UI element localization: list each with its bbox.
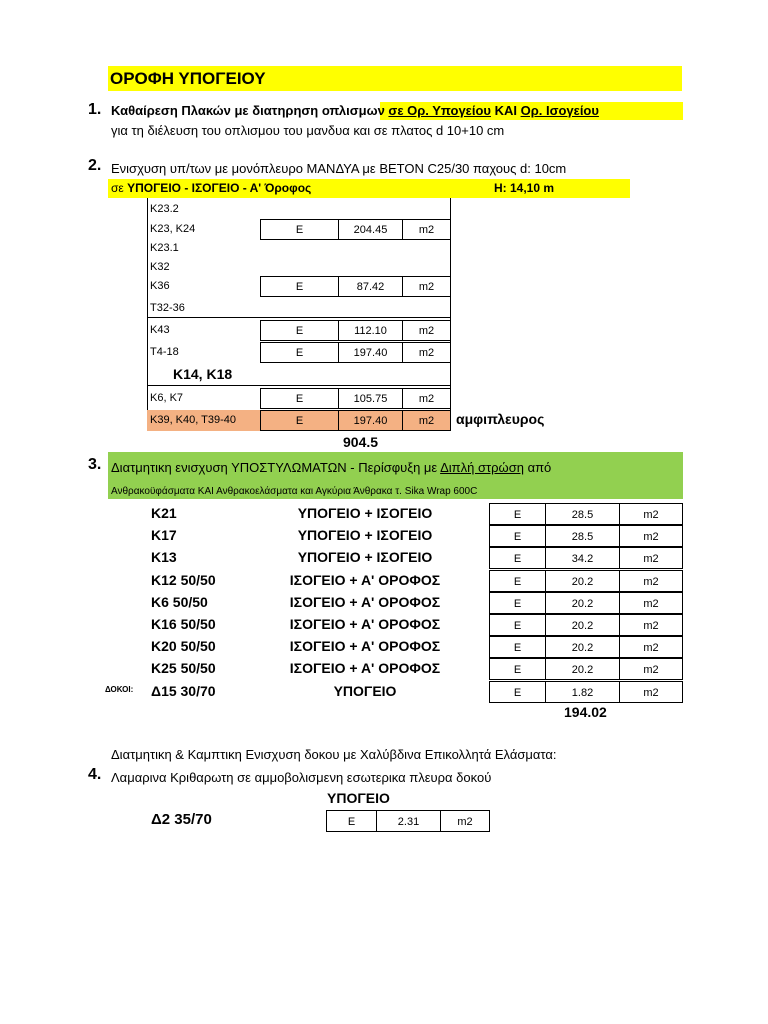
item3-floor: ΥΠΟΓΕΙΟ + ΙΣΟΓΕΙΟ bbox=[297, 549, 433, 566]
item3-table-row bbox=[489, 547, 683, 569]
item1-text-c: ΚΑΙ bbox=[490, 103, 521, 118]
item3-name: K6 50/50 bbox=[151, 593, 208, 610]
item3-floor: ΙΣΟΓΕΙΟ + Α' ΟΡΟΦΟΣ bbox=[289, 616, 441, 632]
table1-label: K23, K24 bbox=[150, 223, 196, 235]
item3-name: K12 50/50 bbox=[151, 571, 216, 588]
item3-value: 34.2 bbox=[545, 547, 620, 569]
table1-row bbox=[147, 388, 451, 409]
item2-height: Η: 14,10 m bbox=[494, 181, 555, 195]
table1-e: E bbox=[260, 320, 338, 341]
item3-unit: m2 bbox=[619, 592, 683, 614]
item3-floor: ΥΠΟΓΕΙΟ + ΙΣΟΓΕΙΟ bbox=[297, 527, 433, 544]
item4-line1: Λαμαρινα Κριθαρωτη σε αμμοβολισμενη εσωτερικα πλευρα δοκού bbox=[111, 770, 492, 785]
item3-name: K13 bbox=[151, 549, 177, 566]
table1-label: K23.1 bbox=[150, 242, 179, 254]
item3-text-a: Διατμητικη ενισχυση ΥΠΟΣΤΥΛΩΜΑΤΩΝ - Περίσφυξη με bbox=[111, 460, 441, 475]
item3-value: 28.5 bbox=[545, 525, 620, 547]
item2-line1: Ενισχυση υπ/των με μονόπλευρο ΜΑΝΔΥΑ με ΒΕΤΟΝ C25/30 παχους d: 10cm bbox=[111, 161, 567, 176]
item3-name: K16 50/50 bbox=[151, 616, 216, 632]
table1-subheading: Κ14, Κ18 bbox=[173, 366, 233, 382]
item1-text-b: σε Ορ. Υπογείου bbox=[388, 103, 491, 118]
item3-name: K20 50/50 bbox=[151, 638, 216, 655]
page-title: ΟΡΟΦΗ ΥΠΟΓΕΙΟΥ bbox=[110, 69, 266, 88]
item3-unit: m2 bbox=[619, 525, 683, 547]
table1-value: 105.75 bbox=[338, 388, 402, 409]
table1-e: E bbox=[260, 219, 338, 240]
item3-name: Δ15 30/70 bbox=[151, 682, 216, 699]
table1-value: 204.45 bbox=[338, 219, 402, 240]
item3-e: E bbox=[489, 592, 546, 614]
item3-floor: ΙΣΟΓΕΙΟ + Α' ΟΡΟΦΟΣ bbox=[289, 593, 441, 610]
table1-row bbox=[147, 238, 451, 259]
item1-text-a: Καθαίρεση Πλακών με διατηρηση οπλισμων bbox=[111, 103, 389, 118]
item3-unit: m2 bbox=[619, 658, 683, 680]
table1-unit: m2 bbox=[402, 320, 451, 341]
table1-e: E bbox=[260, 342, 338, 363]
table1-row bbox=[147, 298, 451, 319]
item3-value: 1.82 bbox=[545, 681, 620, 703]
item3-prefix: ΔΟΚΟΙ: bbox=[105, 684, 134, 694]
item3-unit: m2 bbox=[619, 547, 683, 569]
table1-label: T32-36 bbox=[150, 302, 185, 314]
item3-floor: ΙΣΟΓΕΙΟ + Α' ΟΡΟΦΟΣ bbox=[289, 638, 441, 655]
item3-table-row bbox=[489, 658, 683, 680]
item4-beam: Δ2 35/70 bbox=[151, 811, 212, 828]
table1-value: 112.10 bbox=[338, 320, 402, 341]
item3-table-row bbox=[489, 503, 683, 525]
item3-total: 194.02 bbox=[564, 704, 607, 720]
table1-unit: m2 bbox=[402, 388, 451, 409]
table1-label: K23.2 bbox=[150, 203, 179, 215]
table1-unit: m2 bbox=[402, 410, 451, 431]
item3-floor: ΙΣΟΓΕΙΟ + Α' ΟΡΟΦΟΣ bbox=[289, 571, 441, 588]
item4-floor: ΥΠΟΓΕΙΟ bbox=[327, 790, 390, 806]
item1-line2: για τη διέλευση του οπλισμου του μανδυα και σε πλατος d 10+10 cm bbox=[111, 123, 505, 138]
table1-row bbox=[147, 199, 451, 220]
item4-e: E bbox=[326, 810, 377, 832]
table1-e: E bbox=[260, 410, 338, 431]
item3-e: E bbox=[489, 547, 546, 569]
table1-value: 87.42 bbox=[338, 276, 402, 297]
item3-table-row bbox=[489, 614, 683, 636]
item1-line1 bbox=[111, 103, 599, 118]
item4-number: 4. bbox=[88, 766, 102, 783]
item4-row bbox=[326, 810, 490, 832]
item3-value: 20.2 bbox=[545, 658, 620, 680]
item3-e: E bbox=[489, 681, 546, 703]
table1-label: K43 bbox=[150, 324, 170, 336]
item3-value: 20.2 bbox=[545, 636, 620, 658]
item3-unit: m2 bbox=[619, 681, 683, 703]
item3-value: 28.5 bbox=[545, 503, 620, 525]
item3-unit: m2 bbox=[619, 503, 683, 525]
item3-e: E bbox=[489, 570, 546, 592]
table1-side-note: αμφιπλευρος bbox=[456, 411, 545, 427]
item3-table-row bbox=[489, 525, 683, 547]
item3-name: K17 bbox=[151, 527, 177, 544]
item2-number: 2. bbox=[88, 157, 102, 174]
table1-row bbox=[147, 276, 451, 297]
table1-divider-2 bbox=[147, 385, 451, 386]
table1-row bbox=[147, 219, 451, 240]
item3-unit: m2 bbox=[619, 570, 683, 592]
item3-value: 20.2 bbox=[545, 614, 620, 636]
item3-value: 20.2 bbox=[545, 570, 620, 592]
item3-line1 bbox=[111, 460, 551, 475]
item3-table-row bbox=[489, 681, 683, 703]
table1-label: T4-18 bbox=[150, 346, 179, 358]
item1-number: 1. bbox=[88, 101, 102, 118]
item3-table-row bbox=[489, 570, 683, 592]
table1-label: K32 bbox=[150, 261, 170, 273]
item3-floor: ΥΠΟΓΕΙΟ bbox=[333, 682, 397, 699]
table1-label: K36 bbox=[150, 280, 170, 292]
item2-line2-bold: ΥΠΟΓΕΙΟ - ΙΣΟΓΕΙΟ - Α' Όροφος bbox=[127, 181, 312, 195]
item3-number: 3. bbox=[88, 456, 102, 473]
item3-e: E bbox=[489, 525, 546, 547]
item3-line2: Ανθρακοϋφάσματα ΚΑΙ Ανθρακοελάσματα και Αγκύρια Άνθρακα τ. Sika Wrap 600C bbox=[111, 486, 478, 497]
table1-unit: m2 bbox=[402, 342, 451, 363]
item3-text-b: Διπλή στρώση bbox=[440, 460, 524, 475]
item3-unit: m2 bbox=[619, 636, 683, 658]
item3-e: E bbox=[489, 636, 546, 658]
item3-e: E bbox=[489, 614, 546, 636]
table1-label: K39, K40, T39-40 bbox=[150, 414, 237, 426]
table1-e: E bbox=[260, 388, 338, 409]
item3-e: E bbox=[489, 658, 546, 680]
table1-row bbox=[147, 342, 451, 363]
table1-value: 197.40 bbox=[338, 410, 402, 431]
item4-intro: Διατμητικη & Καμπτικη Ενισχυση δοκου με Χαλύβδινα Επικολλητά Ελάσματα: bbox=[111, 747, 557, 762]
item3-name: K21 bbox=[151, 505, 177, 521]
item3-text-c: από bbox=[523, 460, 552, 475]
item3-table-row bbox=[489, 636, 683, 658]
item3-name: K25 50/50 bbox=[151, 660, 216, 677]
item3-floor: ΙΣΟΓΕΙΟ + Α' ΟΡΟΦΟΣ bbox=[289, 660, 441, 677]
item3-floor: ΥΠΟΓΕΙΟ + ΙΣΟΓΕΙΟ bbox=[297, 505, 433, 521]
item3-table-row bbox=[489, 592, 683, 614]
item2-line2 bbox=[111, 181, 311, 195]
item4-value: 2.31 bbox=[376, 810, 441, 832]
item3-e: E bbox=[489, 503, 546, 525]
table1-e: E bbox=[260, 276, 338, 297]
table1-row-highlighted bbox=[147, 410, 451, 431]
item3-value: 20.2 bbox=[545, 592, 620, 614]
item1-text-d: Ορ. Ισογείου bbox=[520, 103, 599, 118]
table1-row bbox=[147, 320, 451, 341]
item4-unit: m2 bbox=[440, 810, 490, 832]
item3-unit: m2 bbox=[619, 614, 683, 636]
item2-line2-prefix: σε bbox=[111, 181, 128, 195]
table1-unit: m2 bbox=[402, 219, 451, 240]
table1-value: 197.40 bbox=[338, 342, 402, 363]
table1-total: 904.5 bbox=[343, 434, 379, 450]
table1-label: K6, K7 bbox=[150, 392, 184, 404]
table1-row bbox=[147, 257, 451, 278]
table1-unit: m2 bbox=[402, 276, 451, 297]
